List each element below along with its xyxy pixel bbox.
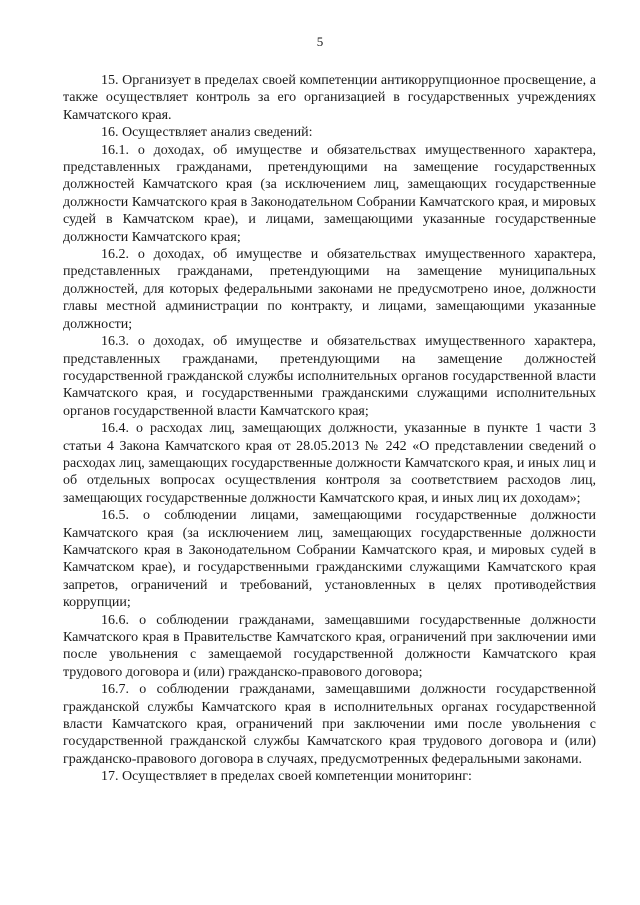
paragraph-16-1: 16.1. о доходах, об имуществе и обязательствах имущественного характера, представленных гражданами, претендующими на замещение государственных должностей Камчатского края (за исключением лиц, замещающих государственные должности Камчатского края в Законодательном Собрании Камчатского края, и мировых судей в Камчатском крае), и лицами, замещающими указанные государственные должности Камчатского края; xyxy=(63,142,596,245)
paragraph-16-6: 16.6. о соблюдении гражданами, замещавшими государственные должности Камчатского края в Правительстве Камчатского края, ограничений при заключении ими после увольнения с замещаемой государственной должности Камчатского края трудового договора и (или) гражданско-правового договора; xyxy=(63,612,596,680)
paragraph-16-7: 16.7. о соблюдении гражданами, замещавшими должности государственной гражданской службы Камчатского края в исполнительных органах государственной власти Камчатского края, ограничений при заключении ими после увольнения с государственной гражданской службы Камчатского края трудового договора и (или) гражданско-правового договора в случаях, предусмотренных федеральными законами. xyxy=(63,682,596,767)
paragraph-17: 17. Осуществляет в пределах своей компетенции мониторинг: xyxy=(101,769,472,785)
paragraph-16-4: 16.4. о расходах лиц, замещающих должности, указанные в пункте 1 части 3 статьи 4 Закона Камчатского края от 28.05.2013 № 242 «О представлении сведений о расходах лиц, замещающих государственные должности Камчатского края, и иных лиц и об отдельных вопросах осуществления контроля за соответствием расходов лиц, замещающих государственные должности Камчатского края, и иных лиц их доходам»; xyxy=(63,421,596,506)
paragraph-16-3: 16.3. о доходах, об имуществе и обязательствах имущественного характера, представленных гражданами, претендующими на замещение должностей государственной гражданской службы исполнительных органов государственной власти Камчатского края, и государственными гражданскими служащими исполнительных органов государственной власти Камчатского края; xyxy=(63,334,596,419)
paragraph-15: 15. Организует в пределах своей компетенции антикоррупционное просвещение, а также осуществляет контроль за его организацией в государственных учреждениях Камчатского края. xyxy=(63,73,596,123)
document-body xyxy=(63,72,596,786)
paragraph-16: 16. Осуществляет анализ сведений: xyxy=(101,125,313,141)
page-number: 5 xyxy=(316,34,324,49)
paragraph-16-5: 16.5. о соблюдении лицами, замещающими государственные должности Камчатского края (за исключением лиц, замещающих государственные должности Камчатского края в Законодательном Собрании Камчатского края, и мировых судей в Камчатском крае), и государственными гражданскими служащими Камчатского края запретов, ограничений и требований, установленных в целях противодействия коррупции; xyxy=(63,508,596,611)
paragraph-16-2: 16.2. о доходах, об имуществе и обязательствах имущественного характера, представленных гражданами, претендующими на замещение муниципальных должностей, для которых федеральными законами не предусмотрено иное, должности главы местной администрации по контракту, и лицами, замещающими указанные должности; xyxy=(63,247,596,332)
